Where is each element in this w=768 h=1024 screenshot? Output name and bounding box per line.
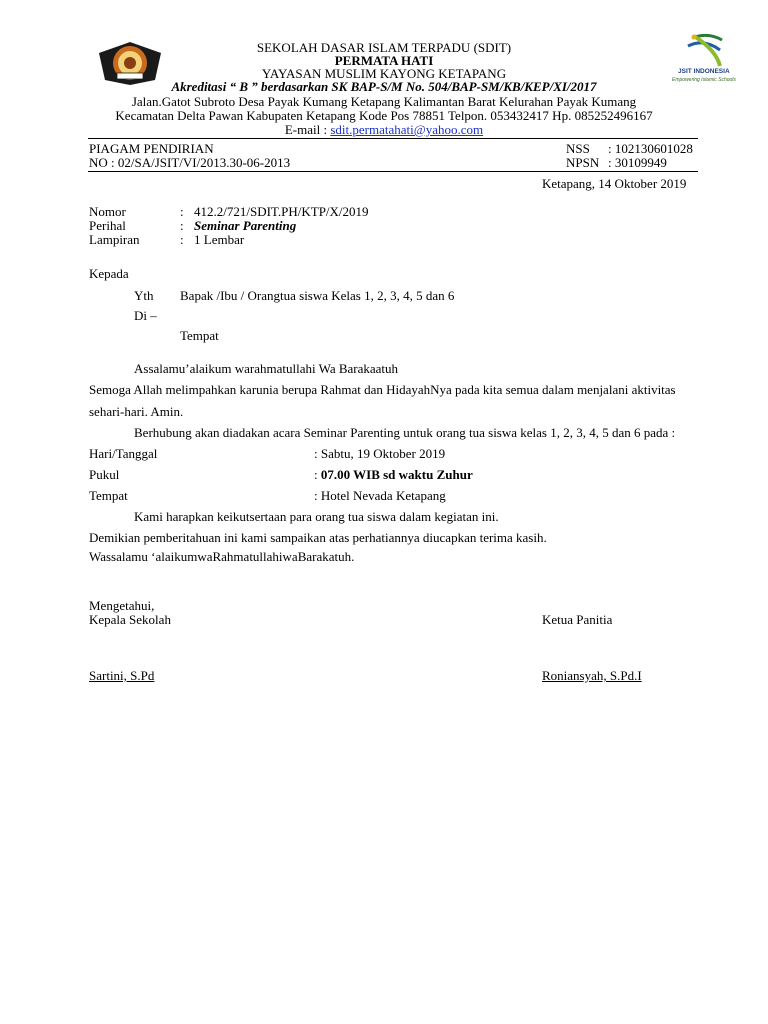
lampiran-colon: : [180,232,184,247]
mengetahui: Mengetahui, [89,598,155,613]
nomor-colon: : [180,204,184,219]
paragraph-3: Kami harapkan keikutsertaan para orang tua siswa dalam kegiatan ini. [134,509,499,524]
perihal-value: Seminar Parenting [194,218,297,233]
hari-label: Hari/Tanggal [89,446,158,461]
charter-number: NO : 02/SA/JSIT/VI/2013.30-06-2013 [89,155,291,170]
yth-value: Bapak /Ibu / Orangtua siswa Kelas 1, 2, 3, 4, 5 dan 6 [180,288,455,303]
right-signer-name: Roniansyah, S.Pd.I [542,668,642,683]
npsn-value: : 30109949 [608,155,667,170]
paragraph-2: Berhubung akan diadakan acara Seminar Parenting untuk orang tua siswa kelas 1, 2, 3, 4, 5 dan 6 pada : [134,425,676,440]
charter-title: PIAGAM PENDIRIAN [89,141,214,156]
paragraph-1-line-1: Semoga Allah melimpahkan karunia berupa Rahmat dan HidayahNya pada kita semua dalam menjalani aktivitas [89,382,676,397]
venue-label: Tempat [89,488,128,503]
accreditation: Akreditasi “ B ” berdasarkan SK BAP-S/M No. 504/BAP-SM/KB/KEP/XI/2017 [171,79,597,94]
nomor-label: Nomor [89,204,126,219]
pukul-value-line [314,467,473,482]
npsn-label: NPSN [566,155,600,170]
tempat-addressee: Tempat [180,328,219,343]
yth-label: Yth [134,288,154,303]
nss-value: : 102130601028 [608,141,693,156]
pukul-label: Pukul [89,467,120,482]
paragraph-1-line-2: sehari-hari. Amin. [89,404,184,419]
venue-value: : Hotel Nevada Ketapang [314,488,446,503]
right-signer-role: Ketua Panitia [542,612,613,627]
kepada: Kepada [89,266,129,281]
hari-value: : Sabtu, 19 Oktober 2019 [314,446,446,461]
address-line-1: Jalan.Gatot Subroto Desa Payak Kumang Ketapang Kalimantan Barat Kelurahan Payak Kumang [131,94,637,109]
jsit-logo-tagline: Empowering Islamic Schools [672,77,736,83]
perihal-label: Perihal [89,218,126,233]
email-label: E-mail : [284,122,331,137]
closing-salutation: Wassalamu ‘alaikumwaRahmatullahiwaBarakatuh. [89,549,355,564]
registry-divider [88,171,698,172]
greeting: Assalamu’alaikum warahmatullahi Wa Barakaatuh [134,361,399,376]
left-signer-role: Kepala Sekolah [89,612,171,627]
place-date: Ketapang, 14 Oktober 2019 [542,176,687,191]
lampiran-label: Lampiran [89,232,140,247]
nss-label: NSS [566,141,590,156]
school-type: SEKOLAH DASAR ISLAM TERPADU (SDIT) [256,40,512,55]
perihal-colon: : [180,218,184,233]
pukul-colon: : [314,467,321,482]
paragraph-4: Demikian pemberitahuan ini kami sampaikan atas perhatiannya diucapkan terima kasih. [89,530,547,545]
email-link[interactable]: sdit.permatahati@yahoo.com [330,122,484,137]
jsit-logo-name: JSIT INDONESIA [678,68,730,75]
address-line-2: Kecamatan Delta Pawan Kabupaten Ketapang Kode Pos 78851 Telpon. 053432417 Hp. 085252496167 [115,108,653,123]
header-divider [88,138,698,139]
lampiran-value: 1 Lembar [194,232,245,247]
left-signer-name: Sartini, S.Pd [89,668,155,683]
foundation-name: YAYASAN MUSLIM KAYONG KETAPANG [261,66,507,81]
pukul-value: 07.00 WIB sd waktu Zuhur [320,467,473,482]
di-label: Di – [134,308,157,323]
email-line [0,122,768,137]
school-name: PERMATA HATI [334,53,434,68]
nomor-value: 412.2/721/SDIT.PH/KTP/X/2019 [194,204,369,219]
